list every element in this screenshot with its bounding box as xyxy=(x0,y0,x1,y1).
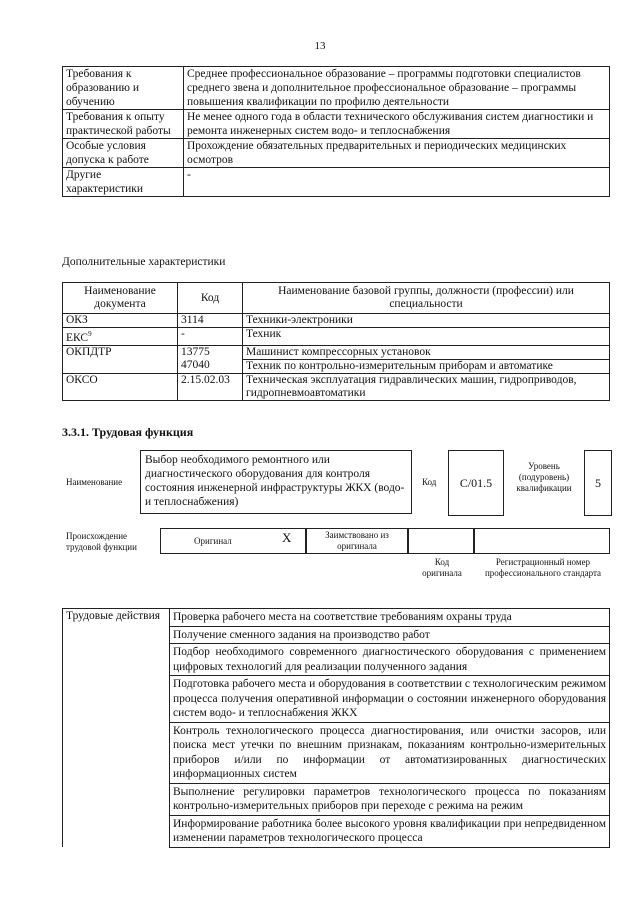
page-number: 13 xyxy=(314,40,326,52)
code-original-box xyxy=(408,528,474,554)
code-cell: 47040 xyxy=(178,359,243,373)
requirement-value: Не менее одного года в области технического обслуживания систем диагностики и ремонта инженерных систем водо- и теплоснабжения xyxy=(184,110,610,139)
doc-cell: ОКСО xyxy=(63,373,178,400)
reg-number-box xyxy=(474,528,610,554)
code-cell: 3114 xyxy=(178,314,243,328)
header-name: Наименование базовой группы, должности (профессии) или специальности xyxy=(243,283,610,314)
table-header xyxy=(63,283,610,314)
function-code: C/01.5 xyxy=(448,450,504,516)
requirement-label: Требования к опыту практической работы xyxy=(63,110,184,139)
action-item: Контроль технологического процесса диагностирования, или очистки засоров, или поиска мест утечки по внешним признакам, показаниям контрольно-измерительных приборов и/или по информации от автоматизированных диагностических информационных систем xyxy=(170,722,610,783)
action-item: Получение сменного задания на производство работ xyxy=(170,626,610,644)
table-row xyxy=(63,110,610,139)
level-value: 5 xyxy=(584,450,612,516)
header-doc: Наименование документа xyxy=(63,283,178,314)
table-row xyxy=(63,609,610,627)
original-label: Оригинал xyxy=(194,536,232,546)
code-cell: 13775 xyxy=(178,345,243,359)
doc-cell: ЕКС$^9$ xyxy=(63,328,178,346)
name-cell: Техник xyxy=(243,328,610,346)
requirement-label: Требования к образованию и обучению xyxy=(63,67,184,110)
origin-label: Происхождение трудовой функции xyxy=(66,531,137,552)
name-cell: Техники-электроники xyxy=(243,314,610,328)
requirement-label: Другие характеристики xyxy=(63,168,184,197)
table-row xyxy=(63,139,610,168)
doc-cell: ОКЗ xyxy=(63,314,178,328)
table-row xyxy=(63,67,610,110)
requirement-label: Особые условия допуска к работе xyxy=(63,139,184,168)
table-row xyxy=(63,328,610,346)
code-original-label: Код оригинала xyxy=(422,557,462,578)
name-cell: Машинист компрессорных установок xyxy=(243,345,610,359)
requirement-value: Прохождение обязательных предварительных и периодических медицинских осмотров xyxy=(184,139,610,168)
actions-label: Трудовые действия xyxy=(63,609,170,848)
action-item: Подготовка рабочего места и оборудования в соответствии с технологическим режимом процесса получения оперативной информации о состоянии инженерного оборудования систем водо- и теплоснабжения ЖКХ xyxy=(170,676,610,723)
doc-cell xyxy=(63,359,178,373)
requirements-table xyxy=(62,66,610,197)
doc-cell: ОКПДТР xyxy=(63,345,178,359)
borrowed-label: Заимствовано из оригинала xyxy=(325,530,389,551)
code-cell: 2.15.02.03 xyxy=(178,373,243,400)
requirement-value: - xyxy=(184,168,610,197)
action-item: Выполнение регулировки параметров технологического процесса по показаниям контрольно-измерительных приборов при переходе с режима на режим xyxy=(170,783,610,815)
function-name: Выбор необходимого ремонтного или диагностического оборудования для контроля состояния инженерной инфраструктуры ЖКХ (водо- и теплоснабжения) xyxy=(140,450,412,514)
name-cell: Техник по контрольно-измерительным приборам и автоматике xyxy=(243,359,610,373)
footnote-mark: 9 xyxy=(88,330,92,338)
table-row xyxy=(63,359,610,373)
additional-table xyxy=(62,282,610,401)
original-mark: X xyxy=(282,530,292,545)
table-row xyxy=(63,168,610,197)
header-code: Код xyxy=(178,283,243,314)
code-cell: - xyxy=(178,328,243,346)
action-item: Проверка рабочего места на соответствие требованиям охраны труда xyxy=(170,609,610,627)
name-label: Наименование xyxy=(66,477,123,487)
action-item: Подбор необходимого современного диагностического оборудования с применением цифровых технологий для реализации полученного задания xyxy=(170,644,610,676)
section-title: 3.3.1. Трудовая функция xyxy=(62,425,194,439)
table-row xyxy=(63,314,610,328)
name-cell: Техническая эксплуатация гидравлических машин, гидроприводов, гидропневмоавтоматики xyxy=(243,373,610,400)
table-row xyxy=(63,373,610,400)
reg-number-label: Регистрационный номер профессионального стандарта xyxy=(484,557,602,578)
additional-title: Дополнительные характеристики xyxy=(62,256,226,268)
actions-table xyxy=(62,608,610,848)
code-label: Код xyxy=(422,477,437,487)
table-row xyxy=(63,345,610,359)
action-item: Информирование работника более высокого уровня квалификации при непредвиденном изменении параметров технологического процесса xyxy=(170,815,610,847)
requirement-value: Среднее профессиональное образование – программы подготовки специалистов среднего звена и дополнительное профессиональное образование – программы повышения квалификации по профилю деятельности xyxy=(184,67,610,110)
level-label: Уровень (подуровень) квалификации xyxy=(516,461,572,493)
